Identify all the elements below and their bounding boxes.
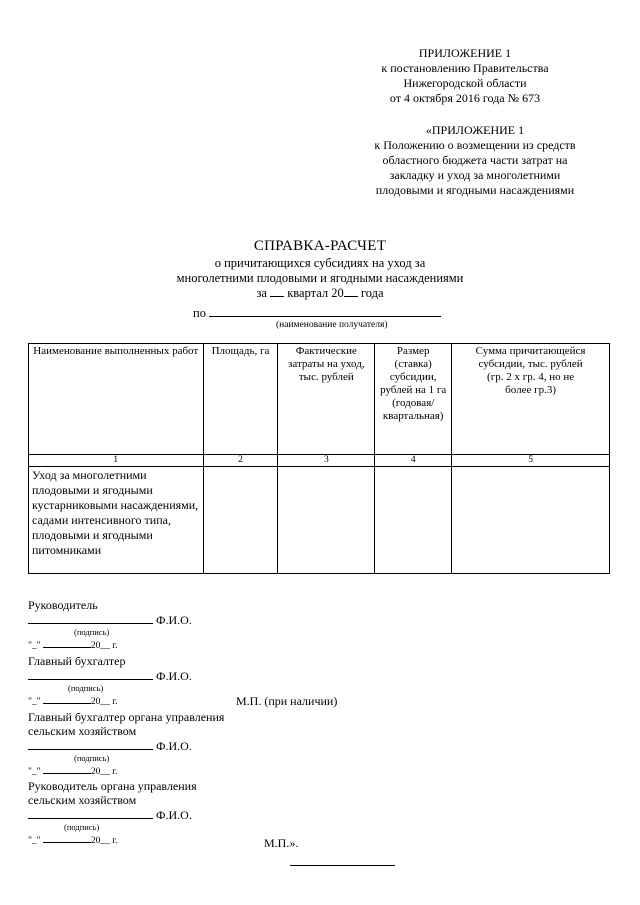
date-month-blank[interactable] bbox=[43, 638, 91, 648]
date-quote-close: " bbox=[36, 767, 41, 777]
annex-2 bbox=[355, 123, 595, 198]
fio-label: Ф.И.О. bbox=[156, 613, 192, 627]
recipient-line bbox=[193, 304, 441, 321]
recipient-caption: (наименование получателя) bbox=[276, 320, 388, 330]
title-line3: многолетними плодовыми и ягодными насаждениями bbox=[176, 271, 464, 285]
agency-accountant-label-2: сельским хозяйством bbox=[28, 724, 137, 738]
annex-2-line3: областного бюджета части затрат на bbox=[382, 153, 568, 167]
agency-head-date-line bbox=[28, 833, 197, 848]
agency-head-fio-line bbox=[28, 807, 197, 822]
cell-work: Уход за многолетними плодовыми и ягодными кустарниковыми насаждениями, садами интенсивного типа, плодовыми и ягодными питомниками bbox=[29, 467, 204, 574]
signature-agency-head bbox=[28, 779, 197, 848]
recipient-prefix: по bbox=[193, 306, 206, 320]
annex-2-line4: закладку и уход за многолетними bbox=[389, 168, 561, 182]
title-main: СПРАВКА-РАСЧЕТ bbox=[253, 238, 387, 254]
header-amount: Сумма причитающейся субсидии, тыс. рублей (гр. 2 х гр. 4, но не более гр.3) bbox=[452, 344, 610, 455]
fio-label: Ф.И.О. bbox=[156, 808, 192, 822]
date-day-blank[interactable]: _ bbox=[31, 836, 37, 846]
date-quote-open: " bbox=[28, 641, 32, 651]
date-suffix: г. bbox=[112, 836, 118, 846]
year-blank[interactable] bbox=[344, 296, 358, 297]
agency-accountant-signature-caption: (подпись) bbox=[74, 753, 110, 763]
head-signature-blank[interactable] bbox=[28, 612, 153, 624]
cell-rate[interactable] bbox=[375, 467, 452, 574]
period-prefix: за bbox=[256, 286, 267, 300]
agency-accountant-signature-blank[interactable] bbox=[28, 738, 153, 750]
date-suffix: г. bbox=[112, 641, 118, 651]
header-area: Площадь, га bbox=[203, 344, 278, 455]
stamp-optional: М.П. (при наличии) bbox=[236, 694, 338, 708]
chief-accountant-signature-caption: (подпись) bbox=[68, 683, 104, 693]
annex-1-line1: ПРИЛОЖЕНИЕ 1 bbox=[418, 46, 512, 60]
head-label: Руководитель bbox=[28, 598, 98, 612]
date-day-blank[interactable]: _ bbox=[31, 641, 37, 651]
fio-label: Ф.И.О. bbox=[156, 669, 192, 683]
date-month-blank[interactable] bbox=[43, 694, 91, 704]
annex-1-line3: Нижегородской области bbox=[403, 76, 527, 90]
cell-area[interactable] bbox=[203, 467, 278, 574]
fio-label: Ф.И.О. bbox=[156, 739, 192, 753]
date-year-prefix: 20 bbox=[90, 697, 101, 707]
date-year-prefix: 20 bbox=[90, 836, 101, 846]
calculation-table bbox=[28, 343, 610, 574]
recipient-name-blank[interactable] bbox=[209, 304, 441, 317]
signature-agency-accountant bbox=[28, 710, 224, 779]
chief-accountant-fio-line bbox=[28, 668, 192, 683]
stamp-final: М.П.». bbox=[264, 836, 299, 850]
head-signature-caption: (подпись) bbox=[74, 627, 110, 637]
column-number: 2 bbox=[203, 455, 278, 467]
head-fio-line bbox=[28, 612, 192, 627]
table-row bbox=[29, 467, 610, 574]
table-header-row bbox=[29, 344, 610, 455]
cell-amount[interactable] bbox=[452, 467, 610, 574]
header-work: Наименование выполненных работ bbox=[29, 344, 204, 455]
agency-head-signature-blank[interactable] bbox=[28, 807, 153, 819]
annex-2-line1: «ПРИЛОЖЕНИЕ 1 bbox=[425, 123, 525, 137]
header-costs: Фактические затраты на уход, тыс. рублей bbox=[278, 344, 375, 455]
annex-2-line5: плодовыми и ягодными насаждениями bbox=[375, 183, 575, 197]
document-title bbox=[0, 237, 640, 301]
date-quote-close: " bbox=[36, 697, 41, 707]
period-suffix: года bbox=[360, 286, 384, 300]
quarter-blank[interactable] bbox=[270, 296, 284, 297]
column-number: 3 bbox=[278, 455, 375, 467]
date-year-blank[interactable]: __ bbox=[100, 697, 110, 707]
date-year-blank[interactable]: __ bbox=[100, 641, 110, 651]
date-year-prefix: 20 bbox=[90, 641, 101, 651]
column-number-row bbox=[29, 455, 610, 467]
column-number: 4 bbox=[375, 455, 452, 467]
chief-accountant-label: Главный бухгалтер bbox=[28, 654, 126, 668]
date-day-blank[interactable]: _ bbox=[31, 767, 37, 777]
signature-chief-accountant bbox=[28, 654, 192, 709]
chief-accountant-date-line bbox=[28, 694, 192, 709]
annex-1-line4: от 4 октября 2016 года № 673 bbox=[389, 91, 541, 105]
cell-costs[interactable] bbox=[278, 467, 375, 574]
agency-head-signature-caption: (подпись) bbox=[64, 822, 100, 832]
header-rate: Размер (ставка) субсидии, рублей на 1 га (годовая/ квартальная) bbox=[375, 344, 452, 455]
signature-head bbox=[28, 598, 192, 653]
date-quote-close: " bbox=[36, 641, 41, 651]
title-period bbox=[0, 286, 640, 301]
annex-1-line2: к постановлению Правительства bbox=[381, 61, 549, 75]
annex-1 bbox=[350, 46, 580, 106]
date-suffix: г. bbox=[112, 697, 118, 707]
period-mid: квартал 20 bbox=[287, 286, 344, 300]
closing-rule bbox=[290, 865, 395, 866]
date-month-blank[interactable] bbox=[43, 833, 91, 843]
chief-accountant-signature-blank[interactable] bbox=[28, 668, 153, 680]
date-day-blank[interactable]: _ bbox=[31, 697, 37, 707]
date-year-blank[interactable]: __ bbox=[100, 836, 110, 846]
date-quote-close: " bbox=[36, 836, 41, 846]
title-line2: о причитающихся субсидиях на уход за bbox=[214, 256, 426, 270]
column-number: 1 bbox=[29, 455, 204, 467]
agency-accountant-fio-line bbox=[28, 738, 224, 753]
date-quote-open: " bbox=[28, 836, 32, 846]
column-number: 5 bbox=[452, 455, 610, 467]
annex-2-line2: к Положению о возмещении из средств bbox=[374, 138, 576, 152]
date-quote-open: " bbox=[28, 767, 32, 777]
agency-accountant-date-line bbox=[28, 764, 224, 779]
agency-accountant-label-1: Главный бухгалтер органа управления bbox=[28, 710, 225, 724]
agency-head-label-1: Руководитель органа управления bbox=[28, 779, 197, 793]
date-year-blank[interactable]: __ bbox=[100, 767, 110, 777]
date-month-blank[interactable] bbox=[43, 764, 91, 774]
agency-head-label-2: сельским хозяйством bbox=[28, 793, 137, 807]
date-quote-open: " bbox=[28, 697, 32, 707]
head-date-line bbox=[28, 638, 192, 653]
date-suffix: г. bbox=[112, 767, 118, 777]
date-year-prefix: 20 bbox=[90, 767, 101, 777]
